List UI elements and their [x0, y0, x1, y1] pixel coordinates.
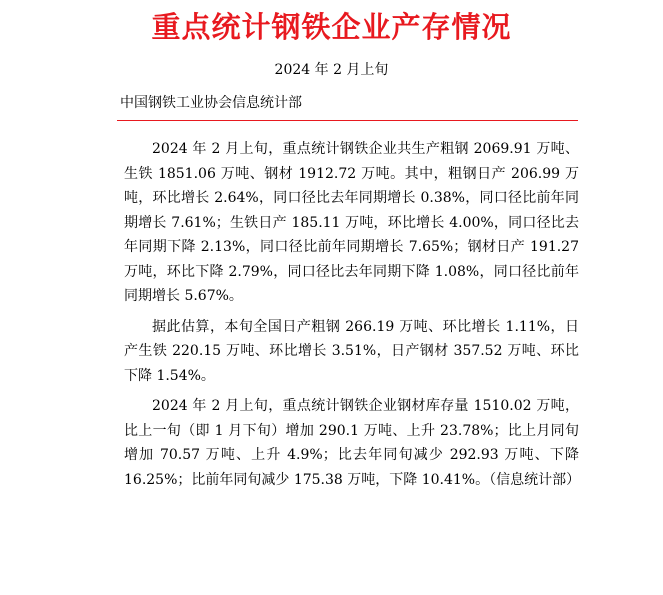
page-title: 重点统计钢铁企业产存情况	[151, 10, 512, 44]
article-body	[124, 137, 579, 498]
paragraph-estimate: 据此估算，本旬全国日产粗钢 266.19 万吨、环比增长 1.11%，日产生铁 220.15 万吨、环比增长 3.51%，日产钢材 357.52 万吨、环比下降 1.54%。	[124, 318, 579, 384]
red-divider	[117, 120, 578, 121]
organization-name: 中国钢铁工业协会信息统计部	[120, 95, 302, 111]
paragraph-production: 2024 年 2 月上旬，重点统计钢铁企业共生产粗钢 2069.91 万吨、生铁 1851.06 万吨、钢材 1912.72 万吨。其中，粗钢日产 206.99 万吨，环比增长 2.64%，同口径比去年同期增长 0.38%，同口径比前年同期增长 7.61%；生铁日产 185.11 万吨，环比增长 4.00%，同口径比去年同期下降 2.13%，同口径比前年同期增长 7.65%；钢材日产 191.27 万吨，环比下降 2.79%，同口径比去年同期下降 1.08%，同口径比前年同期增长 5.67%。	[124, 141, 579, 304]
paragraph-inventory: 2024 年 2 月上旬，重点统计钢铁企业钢材库存量 1510.02 万吨，比上一旬（即 1 月下旬）增加 290.1 万吨、上升 23.78%；比上月同旬增加 70.57 万吨、上升 4.9%；比去年同旬减少 292.93 万吨、下降 16.25%；比前年同旬减少 175.38 万吨，下降 10.41%。（信息统计部）	[124, 398, 581, 488]
date-line: 2024 年 2 月上旬	[274, 62, 389, 78]
